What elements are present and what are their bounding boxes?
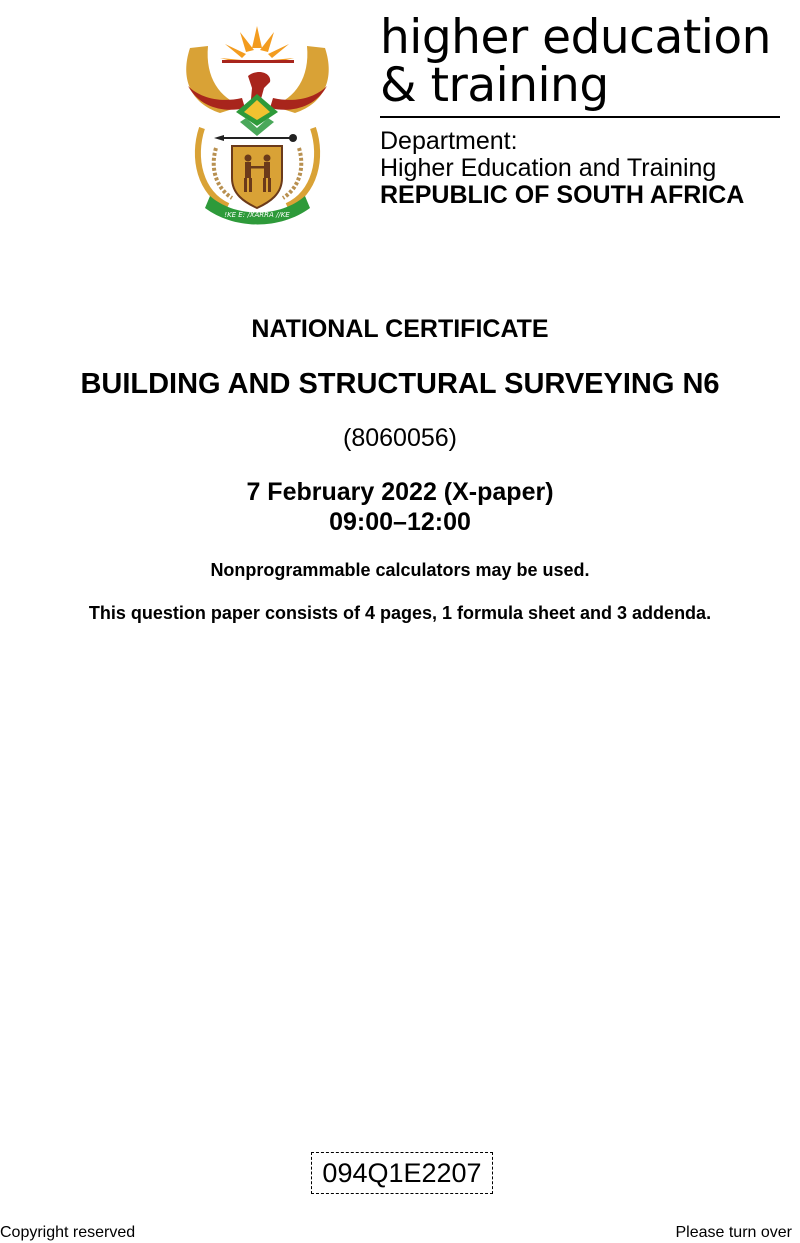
svg-text:!KE E: /XARRA //KE: !KE E: /XARRA //KE: [224, 211, 290, 219]
department-branding: [380, 10, 782, 209]
subject-title: BUILDING AND STRUCTURAL SURVEYING N6: [80, 368, 720, 400]
department-name: Higher Education and Training: [380, 154, 717, 182]
brand-divider: [380, 116, 780, 118]
department-label: Department:: [380, 127, 518, 155]
brand-title-line2: & training: [380, 58, 609, 113]
exam-date: 7 February 2022 (X-paper): [246, 478, 554, 506]
paper-code-box: [311, 1152, 493, 1194]
calculator-instruction: Nonprogrammable calculators may be used.: [210, 560, 590, 580]
paper-code: 094Q1E2207: [322, 1157, 482, 1188]
subject-code: (8060056): [343, 424, 457, 452]
paper-contents-note: This question paper consists of 4 pages, 1 formula sheet and 3 addenda.: [88, 603, 712, 623]
footer-copyright: Copyright reserved: [0, 1224, 136, 1241]
brand-title-line1: higher education: [380, 10, 771, 65]
certificate-title: NATIONAL CERTIFICATE: [251, 315, 549, 343]
coat-of-arms-icon: [180, 18, 335, 228]
footer-turn-over: Please turn over: [675, 1224, 792, 1241]
exam-time: 09:00–12:00: [329, 508, 471, 536]
country-name: REPUBLIC OF SOUTH AFRICA: [380, 181, 745, 209]
